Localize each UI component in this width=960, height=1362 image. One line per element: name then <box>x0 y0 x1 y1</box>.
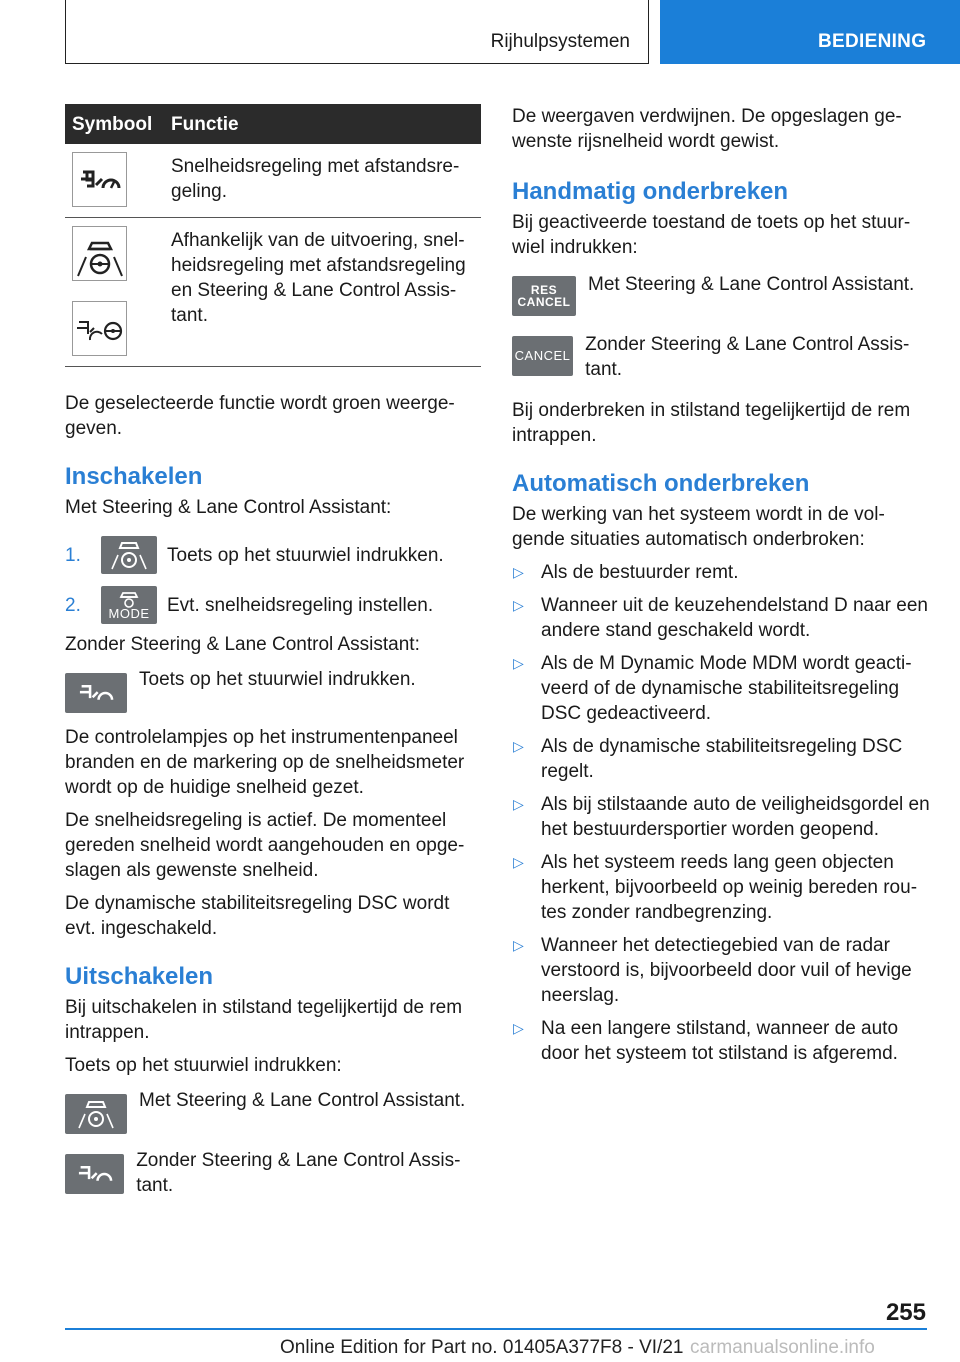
paragraph-green: De geselecteerde functie wordt groen weerge-geven. <box>65 393 455 439</box>
step-number: 2. <box>65 594 81 616</box>
table-cell-function: Afhankelijk van de uitvoering, snel-heidsregeling met afstandsregeling en Steering & Lane Control Assis-tant. <box>165 218 481 367</box>
header-section-box <box>65 0 649 64</box>
right-column <box>512 104 930 1066</box>
page-number: 255 <box>885 1299 926 1326</box>
cancel-button-icon <box>512 336 573 376</box>
distance-steering-icon <box>72 301 127 356</box>
button-description: Met Steering & Lane Control Assistant. <box>139 1090 466 1111</box>
triangle-bullet-icon: ▷ <box>513 564 524 580</box>
symbol-table <box>65 104 481 367</box>
cancel-label: CANCEL <box>514 348 571 363</box>
button-row <box>512 332 930 382</box>
step-text: Toets op het stuurwiel indrukken. <box>167 544 444 566</box>
paragraph-off-2: Toets op het stuurwiel indrukken: <box>65 1055 342 1076</box>
triangle-bullet-icon: ▷ <box>513 854 524 870</box>
list-item: ▷ Als de bestuurder remt. <box>513 562 739 583</box>
mode-button-label: MODE <box>108 606 150 621</box>
button-description: Zonder Steering & Lane Control Assis-tant. <box>585 334 910 380</box>
mode-button-icon <box>101 586 157 624</box>
auto-interrupt-list <box>512 560 930 1066</box>
table-row <box>65 144 481 218</box>
list-item: ▷ Als de M Dynamic Mode MDM wordt geacti-veerd of de dynamische stabiliteitsregeling DSC gedeactiveerd. <box>513 653 912 724</box>
paragraph-auto-intro: De werking van het systeem wordt in de vol-gende situaties automatisch onderbroken: <box>512 504 885 550</box>
footer-watermark: carmanualsonline.info <box>690 1337 875 1358</box>
triangle-bullet-icon: ▷ <box>513 796 524 812</box>
heading-inschakelen: Inschakelen <box>65 463 203 490</box>
triangle-bullet-icon: ▷ <box>513 738 524 754</box>
button-row <box>65 1148 481 1198</box>
steering-lane-assist-icon <box>72 226 127 281</box>
list-item: ▷ Na een langere stilstand, wanneer de auto door het systeem tot stilstand is afgeremd. <box>513 1018 899 1064</box>
left-column <box>65 104 481 1198</box>
paragraph-manual-standstill: Bij onderbreken in stilstand tegelijkertijd de rem intrappen. <box>512 400 911 446</box>
table-cell-function: Snelheidsregeling met afstandsre-geling. <box>165 144 481 218</box>
header-chapter-title: BEDIENING <box>818 31 927 52</box>
triangle-bullet-icon: ▷ <box>513 937 524 953</box>
speed-distance-control-icon <box>65 1154 124 1194</box>
footer-divider <box>65 1328 927 1330</box>
list-item: ▷ Als bij stilstaande auto de veiligheidsgordel en het bestuurdersportier worden geopend. <box>513 794 930 840</box>
footer-edition: Online Edition for Part no. 01405A377F8 - VI/21 <box>280 1337 684 1358</box>
paragraph-off-1: Bij uitschakelen in stilstand tegelijkertijd de rem intrappen. <box>65 997 463 1043</box>
heading-automatisch: Automatisch onderbreken <box>512 470 810 497</box>
list-item: ▷ Wanneer uit de keuzehendelstand D naar een andere stand geschakeld wordt. <box>513 595 928 641</box>
speed-distance-control-icon <box>72 152 127 207</box>
steering-lane-assist-icon <box>65 1094 127 1134</box>
button-description: Zonder Steering & Lane Control Assis-tant. <box>136 1150 461 1196</box>
header-section-title: Rijhulpsystemen <box>490 31 630 52</box>
step-text: Evt. snelheidsregeling instellen. <box>167 594 434 616</box>
table-row <box>65 218 481 367</box>
table-header-function: Functie <box>165 104 481 144</box>
heading-handmatig: Handmatig onderbreken <box>512 178 789 205</box>
res-cancel-label-1: RES <box>530 283 558 297</box>
header-chapter-tab <box>660 0 960 64</box>
paragraph-active: De snelheidsregeling is actief. De momenteel gereden snelheid wordt aangehouden en opge-slagen als gewenste snelheid. <box>65 810 465 881</box>
list-item: ▷ Wanneer het detectiegebied van de radar verstoord is, bijvoorbeeld door vuil of hevige neerslag. <box>513 935 912 1006</box>
paragraph-lamps: De controlelampjes op het instrumentenpaneel branden en de markering op de snelheidsmeter wordt op de huidige snelheid gezet. <box>65 727 465 798</box>
triangle-bullet-icon: ▷ <box>513 1020 524 1036</box>
res-cancel-label-2: CANCEL <box>517 295 571 309</box>
list-item <box>65 536 481 574</box>
triangle-bullet-icon: ▷ <box>513 655 524 671</box>
paragraph-disappear: De weergaven verdwijnen. De opgeslagen ge-wenste rijsnelheid wordt gewist. <box>512 106 902 152</box>
button-description: Toets op het stuurwiel indrukken. <box>139 669 416 690</box>
steering-lane-assist-icon <box>101 536 157 574</box>
speed-distance-control-icon <box>65 673 127 713</box>
paragraph-manual-intro: Bij geactiveerde toestand de toets op het stuur-wiel indrukken: <box>512 212 911 258</box>
table-header-symbol: Symbool <box>65 104 165 144</box>
button-row <box>65 667 481 713</box>
paragraph-dsc: De dynamische stabiliteitsregeling DSC wordt evt. ingeschakeld. <box>65 893 450 939</box>
step-number: 1. <box>65 544 81 566</box>
list-item <box>65 586 481 624</box>
paragraph-on-intro: Met Steering & Lane Control Assistant: <box>65 497 392 518</box>
paragraph-without-intro: Zonder Steering & Lane Control Assistant: <box>65 634 420 655</box>
button-row <box>65 1088 481 1134</box>
button-row <box>512 272 930 316</box>
button-description: Met Steering & Lane Control Assistant. <box>588 274 915 295</box>
list-item: ▷ Als het systeem reeds lang geen objecten herkent, bijvoorbeeld op weinig bereden rou-tes zonder randbegrenzing. <box>513 852 918 923</box>
triangle-bullet-icon: ▷ <box>513 597 524 613</box>
list-item: ▷ Als de dynamische stabiliteitsregeling DSC regelt. <box>513 736 903 782</box>
heading-uitschakelen: Uitschakelen <box>65 963 214 990</box>
res-cancel-button-icon <box>512 276 576 316</box>
